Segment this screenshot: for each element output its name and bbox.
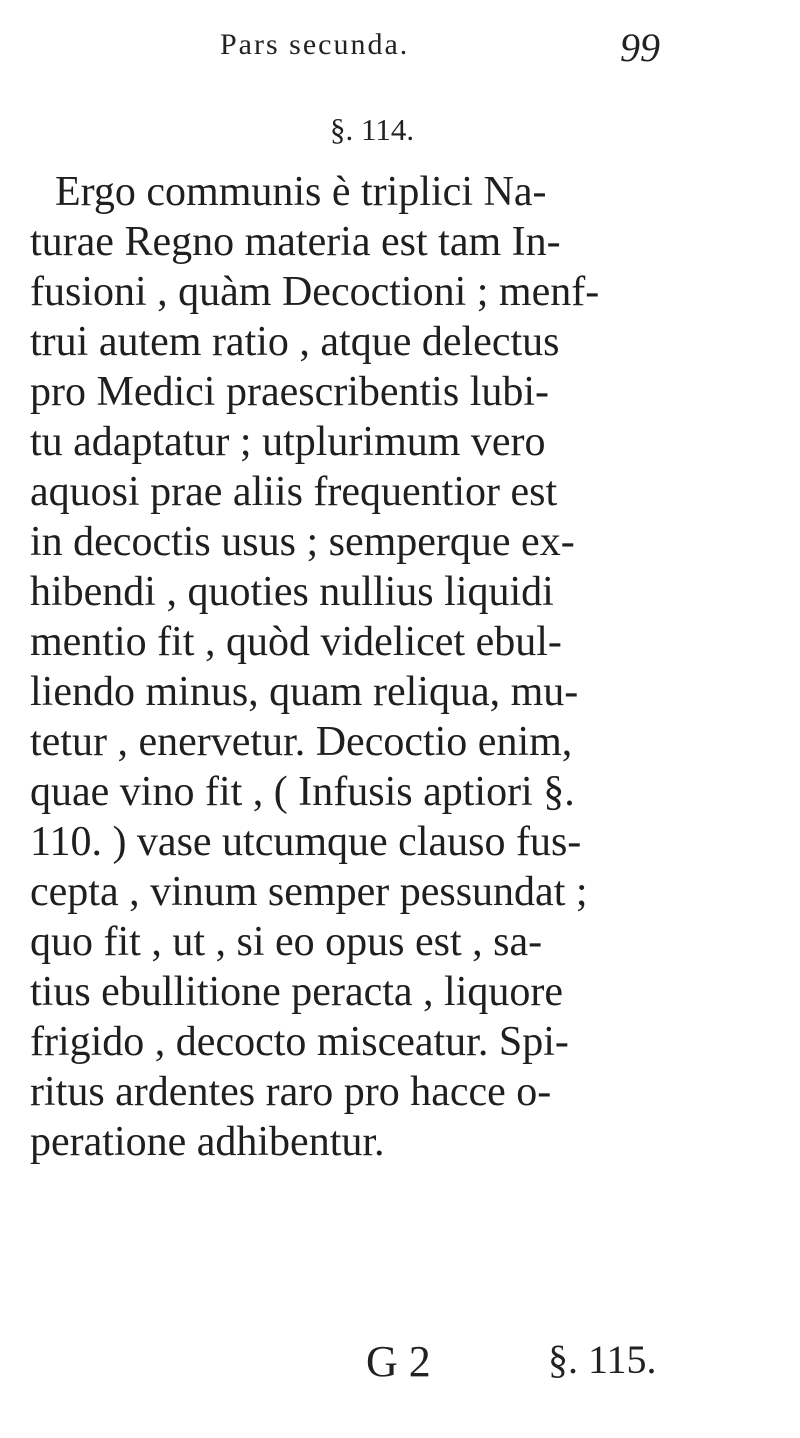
- section-heading: §. 114.: [330, 112, 415, 147]
- signature-mark: G 2: [366, 1337, 431, 1386]
- text-line: cepta , vinum semper pessundat ;: [30, 869, 588, 915]
- text-line: in decoctis usus ; semperque ex-: [30, 519, 575, 565]
- text-line: peratione adhibentur.: [30, 1119, 385, 1165]
- text-line: liendo minus, quam reliqua, mu-: [30, 669, 579, 715]
- text-line: tetur , enervetur. Decoctio enim,: [30, 719, 573, 765]
- text-line: mentio fit , quòd videlicet ebul-: [30, 619, 562, 665]
- text-line: aquosi prae aliis frequentior est: [30, 469, 558, 515]
- text-line: frigido , decocto misceatur. Spi-: [30, 1019, 569, 1065]
- text-line: hibendi , quoties nullius liquidi: [30, 569, 554, 615]
- text-line: quo fit , ut , si eo opus est , sa-: [30, 919, 543, 965]
- text-line: fusioni , quàm Decoctioni ; menf-: [30, 269, 600, 315]
- running-title: Pars secunda.: [220, 28, 410, 61]
- text-line: tu adaptatur ; utplurimum vero: [30, 419, 546, 465]
- catchword: §. 115.: [548, 1337, 657, 1382]
- page-number: 99: [620, 25, 660, 70]
- text-line: Ergo communis è triplici Na-: [55, 169, 547, 215]
- text-line: pro Medici praescribentis lubi-: [30, 369, 550, 415]
- text-line: turae Regno materia est tam In-: [30, 219, 561, 265]
- text-line: 110. ) vase utcumque clauso fus-: [30, 819, 582, 865]
- text-line: ritus ardentes raro pro hacce o-: [30, 1069, 552, 1115]
- text-line: tius ebullitione peracta , liquore: [30, 969, 563, 1015]
- text-line: trui autem ratio , atque delectus: [30, 319, 560, 365]
- text-line: quae vino fit , ( Infusis aptiori §.: [30, 769, 575, 815]
